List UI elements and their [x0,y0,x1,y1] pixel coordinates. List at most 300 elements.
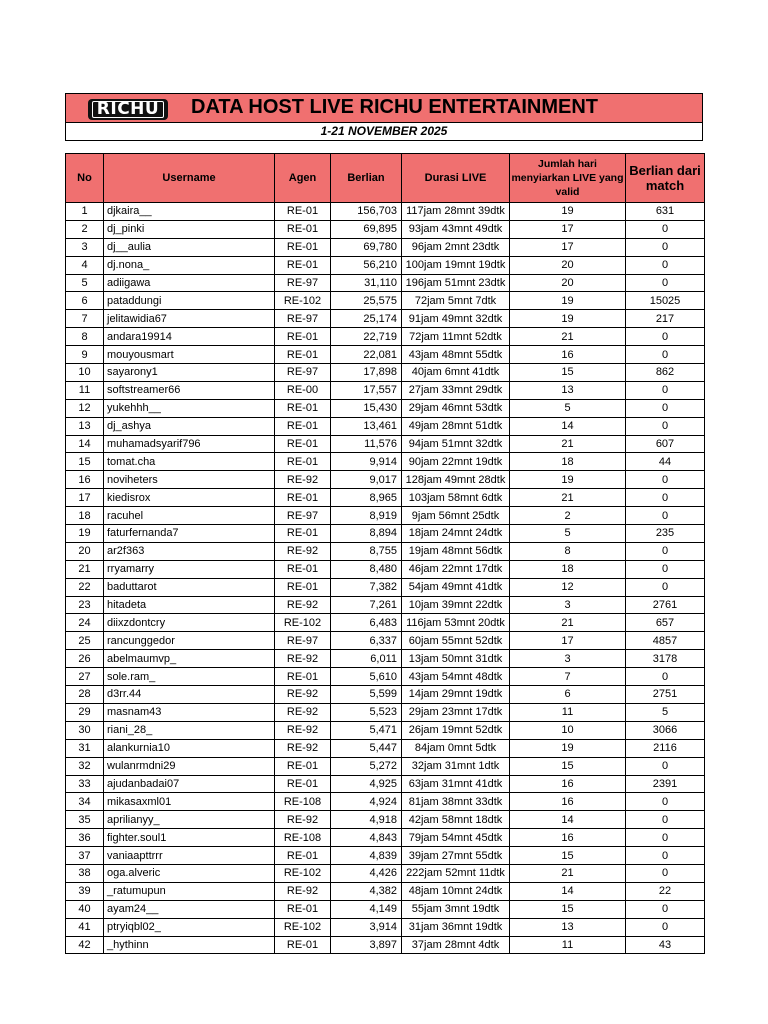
cell-username: kiedisrox [104,489,275,507]
cell-jumlah-hari: 11 [510,703,626,721]
cell-berlian-match: 607 [626,435,705,453]
cell-no: 8 [66,328,104,346]
cell-berlian: 4,924 [331,793,402,811]
cell-jumlah-hari: 17 [510,632,626,650]
cell-berlian: 4,918 [331,811,402,829]
cell-durasi: 94jam 51mnt 32dtk [402,435,510,453]
cell-agen: RE-01 [275,203,331,221]
table-row [66,721,705,739]
table-row [66,256,705,274]
table-row [66,525,705,543]
cell-agen: RE-01 [275,489,331,507]
cell-berlian-match: 2391 [626,775,705,793]
cell-durasi: 116jam 53mnt 20dtk [402,614,510,632]
cell-jumlah-hari: 16 [510,793,626,811]
cell-agen: RE-92 [275,471,331,489]
cell-jumlah-hari: 15 [510,364,626,382]
cell-berlian: 7,382 [331,578,402,596]
cell-username: vaniaapttrrr [104,847,275,865]
cell-username: aprilianyy_ [104,811,275,829]
cell-jumlah-hari: 20 [510,256,626,274]
cell-no: 9 [66,346,104,364]
cell-jumlah-hari: 17 [510,238,626,256]
table-row [66,542,705,560]
table-row [66,238,705,256]
cell-no: 3 [66,238,104,256]
cell-berlian: 4,149 [331,900,402,918]
cell-berlian: 25,575 [331,292,402,310]
cell-no: 17 [66,489,104,507]
cell-agen: RE-97 [275,274,331,292]
cell-jumlah-hari: 2 [510,507,626,525]
cell-no: 10 [66,364,104,382]
cell-jumlah-hari: 14 [510,882,626,900]
table-row [66,578,705,596]
cell-durasi: 90jam 22mnt 19dtk [402,453,510,471]
cell-username: fighter.soul1 [104,829,275,847]
cell-berlian: 3,897 [331,936,402,954]
cell-no: 37 [66,847,104,865]
col-header-berlian: Berlian [331,154,402,203]
cell-agen: RE-01 [275,453,331,471]
cell-username: abelmaumvp_ [104,650,275,668]
cell-durasi: 43jam 54mnt 48dtk [402,668,510,686]
cell-durasi: 63jam 31mnt 41dtk [402,775,510,793]
cell-username: tomat.cha [104,453,275,471]
cell-berlian: 13,461 [331,417,402,435]
cell-durasi: 55jam 3mnt 19dtk [402,900,510,918]
cell-berlian: 17,898 [331,364,402,382]
cell-no: 19 [66,525,104,543]
cell-durasi: 18jam 24mnt 24dtk [402,525,510,543]
cell-jumlah-hari: 19 [510,471,626,489]
table-row [66,274,705,292]
cell-berlian-match: 0 [626,256,705,274]
cell-agen: RE-01 [275,525,331,543]
cell-durasi: 42jam 58mnt 18dtk [402,811,510,829]
cell-berlian-match: 0 [626,668,705,686]
cell-username: _hythinn [104,936,275,954]
table-row [66,310,705,328]
cell-agen: RE-01 [275,399,331,417]
cell-agen: RE-102 [275,864,331,882]
cell-no: 41 [66,918,104,936]
cell-durasi: 128jam 49mnt 28dtk [402,471,510,489]
cell-agen: RE-92 [275,721,331,739]
cell-durasi: 29jam 46mnt 53dtk [402,399,510,417]
cell-no: 28 [66,686,104,704]
cell-jumlah-hari: 7 [510,668,626,686]
cell-berlian: 8,965 [331,489,402,507]
cell-durasi: 117jam 28mnt 39dtk [402,203,510,221]
cell-berlian-match: 0 [626,578,705,596]
cell-jumlah-hari: 19 [510,292,626,310]
table-row [66,220,705,238]
cell-no: 13 [66,417,104,435]
cell-agen: RE-01 [275,238,331,256]
date-range: 1-21 NOVEMBER 2025 [320,124,448,138]
cell-agen: RE-92 [275,542,331,560]
cell-berlian-match: 0 [626,328,705,346]
host-data-table [65,153,705,954]
cell-berlian: 8,919 [331,507,402,525]
col-header-durasi: Durasi LIVE [402,154,510,203]
cell-agen: RE-97 [275,507,331,525]
cell-berlian-match: 0 [626,829,705,847]
cell-berlian: 69,895 [331,220,402,238]
cell-berlian-match: 0 [626,346,705,364]
cell-no: 27 [66,668,104,686]
cell-jumlah-hari: 8 [510,542,626,560]
cell-username: _ratumupun [104,882,275,900]
cell-berlian-match: 0 [626,471,705,489]
table-row [66,739,705,757]
cell-durasi: 43jam 48mnt 55dtk [402,346,510,364]
cell-durasi: 31jam 36mnt 19dtk [402,918,510,936]
cell-berlian: 56,210 [331,256,402,274]
table-row [66,417,705,435]
table-row [66,793,705,811]
cell-no: 5 [66,274,104,292]
table-row [66,346,705,364]
cell-durasi: 14jam 29mnt 19dtk [402,686,510,704]
cell-username: masnam43 [104,703,275,721]
cell-username: faturfernanda7 [104,525,275,543]
cell-berlian: 5,447 [331,739,402,757]
table-row [66,668,705,686]
cell-jumlah-hari: 12 [510,578,626,596]
cell-agen: RE-92 [275,650,331,668]
cell-no: 4 [66,256,104,274]
col-header-berlian-match: Berlian dari match [626,154,705,203]
cell-no: 21 [66,560,104,578]
cell-username: sayarony1 [104,364,275,382]
cell-berlian-match: 657 [626,614,705,632]
cell-berlian-match: 0 [626,793,705,811]
cell-jumlah-hari: 16 [510,829,626,847]
cell-berlian: 5,610 [331,668,402,686]
cell-agen: RE-102 [275,918,331,936]
cell-durasi: 19jam 48mnt 56dtk [402,542,510,560]
cell-berlian-match: 0 [626,900,705,918]
table-row [66,650,705,668]
cell-jumlah-hari: 16 [510,346,626,364]
cell-berlian: 22,719 [331,328,402,346]
table-row [66,936,705,954]
col-header-agen: Agen [275,154,331,203]
cell-no: 18 [66,507,104,525]
cell-durasi: 29jam 23mnt 17dtk [402,703,510,721]
cell-username: muhamadsyarif796 [104,435,275,453]
cell-agen: RE-01 [275,900,331,918]
cell-berlian-match: 0 [626,220,705,238]
cell-username: ptryiqbl02_ [104,918,275,936]
cell-username: softstreamer66 [104,381,275,399]
cell-berlian-match: 5 [626,703,705,721]
cell-durasi: 96jam 2mnt 23dtk [402,238,510,256]
cell-berlian: 4,839 [331,847,402,865]
cell-durasi: 10jam 39mnt 22dtk [402,596,510,614]
cell-berlian-match: 0 [626,489,705,507]
cell-jumlah-hari: 5 [510,525,626,543]
cell-no: 14 [66,435,104,453]
table-row [66,829,705,847]
cell-berlian: 15,430 [331,399,402,417]
cell-berlian: 25,174 [331,310,402,328]
cell-agen: RE-97 [275,364,331,382]
cell-berlian: 3,914 [331,918,402,936]
cell-berlian-match: 0 [626,399,705,417]
cell-username: ar2f363 [104,542,275,560]
table-row [66,632,705,650]
cell-durasi: 196jam 51mnt 23dtk [402,274,510,292]
cell-no: 15 [66,453,104,471]
table-row [66,703,705,721]
cell-jumlah-hari: 6 [510,686,626,704]
cell-username: dj_pinki [104,220,275,238]
cell-agen: RE-92 [275,739,331,757]
cell-username: noviheters [104,471,275,489]
cell-berlian: 8,894 [331,525,402,543]
cell-agen: RE-92 [275,596,331,614]
col-header-no: No [66,154,104,203]
cell-no: 22 [66,578,104,596]
cell-no: 24 [66,614,104,632]
cell-durasi: 100jam 19mnt 19dtk [402,256,510,274]
table-row [66,864,705,882]
cell-username: ajudanbadai07 [104,775,275,793]
cell-jumlah-hari: 14 [510,811,626,829]
cell-username: racuhel [104,507,275,525]
cell-jumlah-hari: 13 [510,381,626,399]
cell-berlian: 6,011 [331,650,402,668]
cell-agen: RE-92 [275,703,331,721]
cell-durasi: 27jam 33mnt 29dtk [402,381,510,399]
cell-jumlah-hari: 16 [510,775,626,793]
table-row [66,775,705,793]
cell-agen: RE-01 [275,220,331,238]
cell-no: 39 [66,882,104,900]
table-row [66,596,705,614]
cell-berlian: 9,017 [331,471,402,489]
cell-agen: RE-97 [275,310,331,328]
cell-no: 20 [66,542,104,560]
cell-durasi: 46jam 22mnt 17dtk [402,560,510,578]
table-row [66,614,705,632]
cell-no: 1 [66,203,104,221]
cell-berlian: 4,426 [331,864,402,882]
cell-agen: RE-108 [275,793,331,811]
cell-agen: RE-01 [275,256,331,274]
cell-username: baduttarot [104,578,275,596]
cell-username: yukehhh__ [104,399,275,417]
cell-berlian: 11,576 [331,435,402,453]
cell-username: pataddungi [104,292,275,310]
logo-text: RICHU [92,101,164,118]
title-bar [66,94,702,123]
table-body [66,203,705,954]
cell-username: jelitawidia67 [104,310,275,328]
cell-berlian-match: 0 [626,864,705,882]
cell-username: dj_ashya [104,417,275,435]
cell-berlian: 5,523 [331,703,402,721]
cell-jumlah-hari: 19 [510,203,626,221]
cell-jumlah-hari: 15 [510,900,626,918]
cell-durasi: 93jam 43mnt 49dtk [402,220,510,238]
cell-username: d3rr.44 [104,686,275,704]
cell-agen: RE-01 [275,847,331,865]
cell-berlian: 31,110 [331,274,402,292]
cell-no: 2 [66,220,104,238]
cell-no: 26 [66,650,104,668]
cell-username: mouyousmart [104,346,275,364]
table-row [66,292,705,310]
cell-berlian-match: 4857 [626,632,705,650]
cell-username: rryamarry [104,560,275,578]
cell-username: dj__aulia [104,238,275,256]
table-row [66,453,705,471]
cell-username: ayam24__ [104,900,275,918]
cell-berlian-match: 0 [626,757,705,775]
cell-durasi: 79jam 54mnt 45dtk [402,829,510,847]
table-row [66,811,705,829]
cell-agen: RE-01 [275,668,331,686]
cell-agen: RE-01 [275,936,331,954]
cell-berlian-match: 3066 [626,721,705,739]
cell-durasi: 81jam 38mnt 33dtk [402,793,510,811]
cell-jumlah-hari: 20 [510,274,626,292]
cell-berlian-match: 0 [626,417,705,435]
table-row [66,489,705,507]
cell-agen: RE-01 [275,417,331,435]
cell-berlian-match: 0 [626,507,705,525]
table-row [66,435,705,453]
cell-berlian: 9,914 [331,453,402,471]
cell-jumlah-hari: 21 [510,489,626,507]
cell-username: sole.ram_ [104,668,275,686]
cell-berlian-match: 0 [626,542,705,560]
cell-jumlah-hari: 21 [510,614,626,632]
cell-berlian: 156,703 [331,203,402,221]
cell-no: 25 [66,632,104,650]
cell-jumlah-hari: 11 [510,936,626,954]
cell-berlian-match: 0 [626,560,705,578]
cell-username: dj.nona_ [104,256,275,274]
cell-no: 7 [66,310,104,328]
cell-no: 31 [66,739,104,757]
cell-berlian: 5,272 [331,757,402,775]
cell-no: 11 [66,381,104,399]
cell-no: 42 [66,936,104,954]
cell-username: djkaira__ [104,203,275,221]
cell-username: andara19914 [104,328,275,346]
cell-durasi: 54jam 49mnt 41dtk [402,578,510,596]
table-row [66,882,705,900]
table-row [66,847,705,865]
cell-username: adiigawa [104,274,275,292]
table-row [66,918,705,936]
cell-durasi: 222jam 52mnt 11dtk [402,864,510,882]
col-header-jumlah-hari: Jumlah hari menyiarkan LIVE yang valid [510,154,626,203]
cell-durasi: 72jam 5mnt 7dtk [402,292,510,310]
cell-berlian-match: 0 [626,811,705,829]
cell-jumlah-hari: 21 [510,864,626,882]
table-row [66,757,705,775]
cell-durasi: 40jam 6mnt 41dtk [402,364,510,382]
report-header [65,93,703,141]
cell-agen: RE-102 [275,614,331,632]
cell-berlian: 7,261 [331,596,402,614]
cell-no: 16 [66,471,104,489]
cell-jumlah-hari: 3 [510,650,626,668]
cell-no: 30 [66,721,104,739]
table-row [66,507,705,525]
cell-no: 34 [66,793,104,811]
cell-jumlah-hari: 19 [510,310,626,328]
cell-agen: RE-01 [275,346,331,364]
cell-berlian: 4,843 [331,829,402,847]
cell-jumlah-hari: 17 [510,220,626,238]
cell-berlian: 6,483 [331,614,402,632]
cell-jumlah-hari: 13 [510,918,626,936]
cell-berlian-match: 631 [626,203,705,221]
cell-berlian-match: 0 [626,274,705,292]
cell-no: 33 [66,775,104,793]
cell-jumlah-hari: 10 [510,721,626,739]
cell-berlian-match: 3178 [626,650,705,668]
cell-durasi: 72jam 11mnt 52dtk [402,328,510,346]
cell-agen: RE-01 [275,578,331,596]
cell-berlian: 69,780 [331,238,402,256]
cell-agen: RE-01 [275,435,331,453]
cell-durasi: 26jam 19mnt 52dtk [402,721,510,739]
cell-berlian: 8,480 [331,560,402,578]
cell-berlian: 17,557 [331,381,402,399]
cell-jumlah-hari: 15 [510,847,626,865]
richu-logo [88,99,168,120]
cell-berlian-match: 2761 [626,596,705,614]
cell-username: wulanrmdni29 [104,757,275,775]
cell-berlian-match: 22 [626,882,705,900]
cell-no: 23 [66,596,104,614]
cell-username: rancunggedor [104,632,275,650]
cell-jumlah-hari: 21 [510,435,626,453]
cell-berlian: 4,382 [331,882,402,900]
cell-berlian-match: 235 [626,525,705,543]
cell-no: 36 [66,829,104,847]
cell-username: alankurnia10 [104,739,275,757]
cell-agen: RE-92 [275,882,331,900]
cell-berlian-match: 43 [626,936,705,954]
cell-berlian: 4,925 [331,775,402,793]
table-row [66,381,705,399]
cell-berlian-match: 217 [626,310,705,328]
cell-agen: RE-102 [275,292,331,310]
cell-berlian-match: 0 [626,918,705,936]
cell-durasi: 9jam 56mnt 25dtk [402,507,510,525]
cell-berlian-match: 0 [626,847,705,865]
cell-durasi: 60jam 55mnt 52dtk [402,632,510,650]
cell-no: 38 [66,864,104,882]
table-row [66,471,705,489]
table-header-row [66,154,705,203]
cell-agen: RE-01 [275,757,331,775]
cell-jumlah-hari: 14 [510,417,626,435]
cell-username: hitadeta [104,596,275,614]
cell-durasi: 84jam 0mnt 5dtk [402,739,510,757]
cell-jumlah-hari: 19 [510,739,626,757]
cell-berlian: 8,755 [331,542,402,560]
